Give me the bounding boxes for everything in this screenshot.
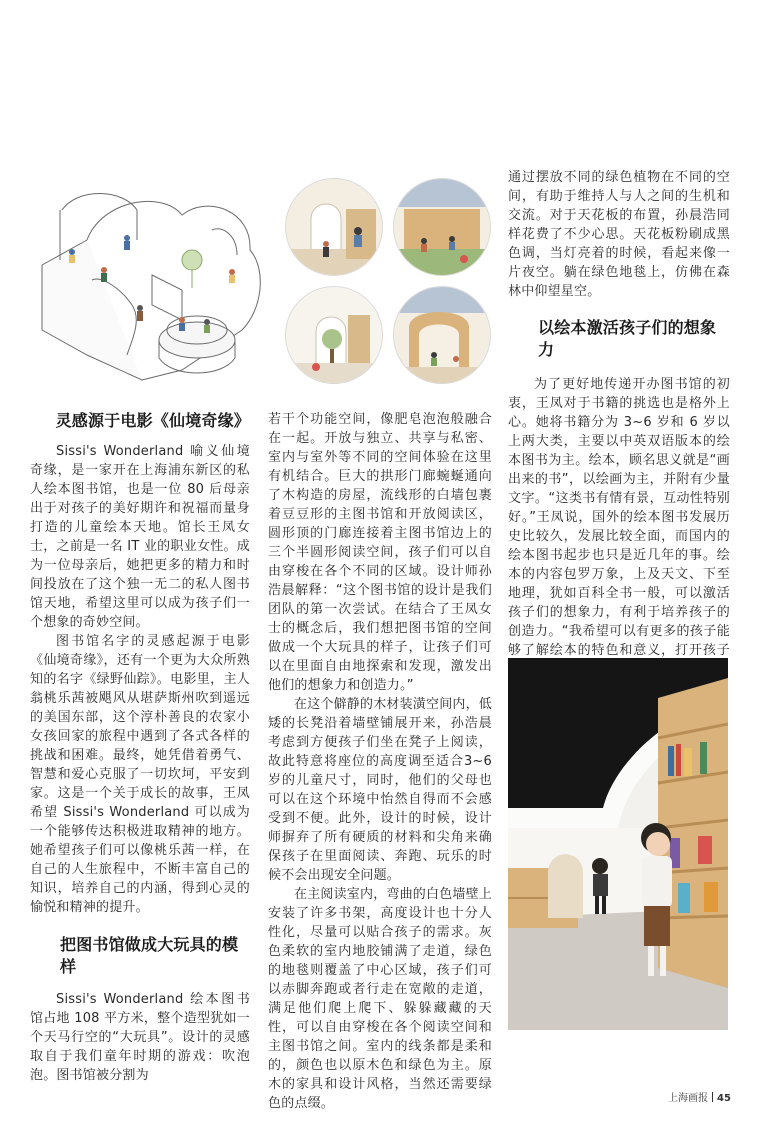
- library-photo: [508, 658, 728, 1030]
- vignette-arch-corridor: [285, 178, 383, 276]
- vignette-plant-corner: [285, 286, 383, 384]
- paragraph: 图书馆名字的灵感起源于电影《仙境奇缘》，还有一个更为大众所熟知的名字《绿野仙踪》。电影里，主人翁桃乐茜被飓风从堪萨斯州吹到遥远的美国东部，这个淳朴善良的农家小女孩回家的旅程中遇到了各式各样的挑战和困难。最终，她凭借着勇气、智慧和爱心克服了一切坎坷，平安到家。这是一个关于成长的故事，王凤希望 Sissi's Wonderland 可以成为一个能够传达积极进取精神的地方。她希望孩子们可以像桃乐茜一样，在自己的人生旅程中，不断丰富自己的知识，培养自己的内涵，得到心灵的愉悦和精神的提升。: [30, 634, 250, 915]
- vignette-reading-room: [393, 178, 491, 276]
- magazine-name: 上海画报: [668, 1093, 708, 1104]
- right-column: [508, 168, 730, 679]
- page-footer: [668, 1089, 731, 1104]
- paragraph: Sissi's Wonderland 绘本图书馆占地 108 平方米，整个造型犹如一个天马行空的“大玩具”。设计的灵感取自于我们童年时期的游戏：吹泡泡。图书馆被分割为: [30, 992, 250, 1083]
- vignette-reading-room-image: [394, 179, 490, 275]
- left-column: [30, 410, 250, 1085]
- paragraph: 在主阅读室内，弯曲的白色墙壁上安装了许多书架，高度设计也十分人性化，尽量可以贴合孩子的需求。灰色柔软的室内地胶铺满了走道，绿色的地毯则覆盖了中心区域，孩子们可以赤脚奔跑或者行走在宽敞的走道，满足他们爬上爬下、躲躲藏藏的天性，可以自由穿梭在各个阅读空间和主图书馆之间。室内的线条都是柔和的，颜色也以原木色和绿色为主。原木的家具和设计风格，当然还需要绿色的点缀。: [268, 887, 493, 1111]
- paragraph: 通过摆放不同的绿色植物在不同的空间，有助于维持人与人之间的生机和交流。对于天花板的布置，孙晨浩同样花费了不少心思。天花板粉刷成黑色调，当灯亮着的时候，看起来像一片夜空。躺在绿色地毯上，仿佛在森林中仰望星空。: [508, 170, 730, 299]
- vignette-arch-corridor-image: [286, 179, 382, 275]
- vignette-bookshelf-nook-image: [394, 287, 490, 383]
- footer-divider: [712, 1092, 713, 1102]
- isometric-drawing: [32, 180, 272, 395]
- paragraph: 为了更好地传递开办图书馆的初衷，王凤对于书籍的挑选也是格外上心。她将书籍分为 3~6 岁和 6 岁以上两大类，主要以中英双语版本的绘本图书为主。绘本，顾名思义就是“画出来的书”，以绘画为主，并附有少量文字。“这类书有情有景，互动性特别好。”王凤说，国外的绘本图书发展历史比较久，发展比较全面，而国内的绘本图书起步也只是近几年的事。绘本的内容包罗万象，上及天文、下至地理，犹如百科全书一般，可以激活孩子们的想象力，有利于培养孩子的创造力。“我希望可以有更多的孩子能够了解绘本的特色和意义，打开孩子: [508, 377, 730, 658]
- vignette-bookshelf-nook: [393, 286, 491, 384]
- middle-column: [268, 410, 492, 1113]
- paragraph: 若干个功能空间，像肥皂泡泡般融合在一起。开放与独立、共享与私密、室内与室外等不同的空间体验在这里有机结合。巨大的拱形门廊蜿蜒通向了木构造的房屋，流线形的白墙包裹着豆豆形的主图书馆和开放阅读区，圆形顶的门廊连接着主图书馆边上的三个半圆形阅读空间，孩子们可以自由穿梭在各个不同的区域。设计师孙浩晨解释：“这个图书馆的设计是我们团队的第一次尝试。在结合了王凤女士的概念后，我们想把图书馆的空间做成一个大玩具的样子，让孩子们可以在里面自由地探索和发现，激发出他们的想象力和创造力。”: [268, 412, 492, 693]
- page-number: 45: [717, 1093, 731, 1104]
- isometric-illustration: [32, 180, 272, 395]
- section-heading-inspiration: 灵感源于电影《仙境奇缘》: [55, 411, 250, 430]
- section-heading-toy-library: 把图书馆做成大玩具的模样: [60, 935, 239, 976]
- section-heading-picture-books: 以绘本激活孩子们的想象力: [538, 318, 717, 359]
- library-photo-image: [508, 658, 728, 1030]
- vignette-plant-corner-image: [286, 287, 382, 383]
- paragraph: Sissi's Wonderland 喻义仙境奇缘，是一家开在上海浦东新区的私人绘本图书馆，也是一位 80 后母亲出于对孩子的美好期许和祝福而量身打造的儿童绘本天地。馆长王凤女士，之前是一名 IT 业的职业女性。成为一位母亲后，她把更多的精力和时间投放在了这个独一无二的私人图书馆天地，希望这里可以成为孩子们一个想象的奇妙空间。: [30, 444, 250, 630]
- paragraph: 在这个僻静的木材装潢空间内，低矮的长凳沿着墙壁铺展开来，孙浩晨考虑到方便孩子们坐在凳子上阅读，故此特意将座位的高度调至适合3~6岁的儿童尺寸，同时，他们的父母也可以在这个环境中怡然自得而不会感受到不便。此外，设计的时候，设计师摒弃了所有硬质的材料和尖角来确保孩子在里面阅读、奔跑、玩乐的时候不会出现安全问题。: [268, 697, 493, 883]
